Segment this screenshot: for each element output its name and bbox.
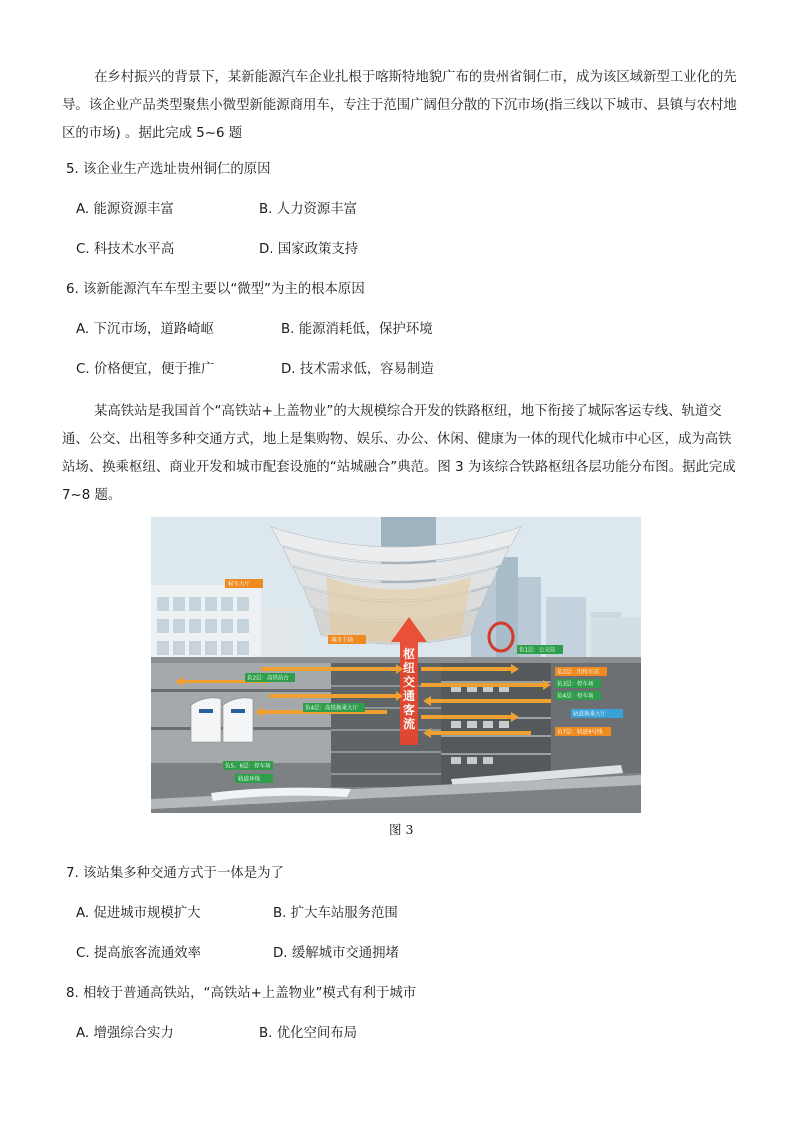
label-b4-parking: 负4层：停车场 bbox=[557, 693, 594, 700]
label-b2-hsr-platform: 负2层：高铁站台 bbox=[247, 675, 289, 682]
question-6-option-d: D. 技术需求低，容易制造 bbox=[281, 362, 434, 377]
question-8-stem: 8. 相较于普通高铁站，“高铁站+上盖物业”模式有利于城市 bbox=[66, 986, 417, 1001]
question-5-option-a: A. 能源资源丰富 bbox=[76, 202, 174, 217]
station-cross-section-figure bbox=[151, 517, 641, 813]
label-waiting-hall: 候车大厅 bbox=[228, 581, 251, 588]
label-city-main-axis: 城市主轴 bbox=[331, 637, 354, 644]
label-b56-parking: 负5、6层：停车场 bbox=[225, 763, 271, 770]
label-b7-metro: 负7层：轨道9号线 bbox=[557, 729, 603, 736]
station-illustration bbox=[151, 517, 641, 813]
question-7-option-b: B. 扩大车站服务范围 bbox=[273, 906, 398, 921]
question-8-option-a: A. 增强综合实力 bbox=[76, 1026, 174, 1041]
question-6-option-a: A. 下沉市场，道路崎岖 bbox=[76, 322, 214, 337]
question-6-option-b: B. 能源消耗低，保护环境 bbox=[281, 322, 433, 337]
question-8-option-b: B. 优化空间布局 bbox=[259, 1026, 358, 1041]
label-metro-transfer: 轨道换乘大厅 bbox=[573, 711, 607, 718]
label-hub-passenger-flow: 枢纽交通客流 bbox=[403, 647, 416, 731]
label-b4-hsr-transfer: 负4层：高铁换乘大厅 bbox=[305, 705, 358, 712]
question-7-option-c: C. 提高旅客流通效率 bbox=[76, 946, 201, 961]
intro-paragraph-2: 某高铁站是我国首个“高铁站+上盖物业”的大规模综合开发的铁路枢纽，地下衔接了城际客运专线、轨道交通、公交、出租等多种交通方式，地上是集购物、娱乐、办公、休闲、健康为一体的现代化城市中心区，成为高铁站场、换乘枢纽、商业开发和城市配套设施的“站城融合”典范。图 3 为该综合铁路枢纽各层功能分布图。据此完成 7~8 题。 bbox=[62, 404, 736, 503]
question-5-option-d: D. 国家政策支持 bbox=[259, 242, 359, 257]
question-7-stem: 7. 该站集多种交通方式于一体是为了 bbox=[66, 866, 284, 881]
question-6-stem: 6. 该新能源汽车车型主要以“微型”为主的根本原因 bbox=[66, 282, 365, 297]
question-5-option-c: C. 科技术水平高 bbox=[76, 242, 175, 257]
label-b1-bus: 负1层：公交站 bbox=[519, 647, 556, 654]
question-5-stem: 5. 该企业生产选址贵州铜仁的原因 bbox=[66, 162, 271, 177]
question-6-option-c: C. 价格便宜，便于推广 bbox=[76, 362, 215, 377]
figure-caption: 图 3 bbox=[389, 822, 414, 837]
question-7-option-a: A. 促进城市规模扩大 bbox=[76, 906, 201, 921]
intro-paragraph-1: 在乡村振兴的背景下，某新能源汽车企业扎根于喀斯特地貌广布的贵州省铜仁市，成为该区域新型工业化的先导。该企业产品类型聚焦小微型新能源商用车，专注于范围广阔但分散的下沉市场(指三线以下城市、县镇与农村地区的市场) 。据此完成 5~6 题 bbox=[62, 70, 737, 141]
question-7-option-d: D. 缓解城市交通拥堵 bbox=[273, 946, 399, 961]
label-rail-loop: 轨道环线 bbox=[238, 776, 261, 783]
label-b3-parking: 负3层：停车场 bbox=[557, 681, 594, 688]
question-5-option-b: B. 人力资源丰富 bbox=[259, 202, 358, 217]
label-b2-taxi: 负2层：出租车站 bbox=[557, 669, 599, 676]
